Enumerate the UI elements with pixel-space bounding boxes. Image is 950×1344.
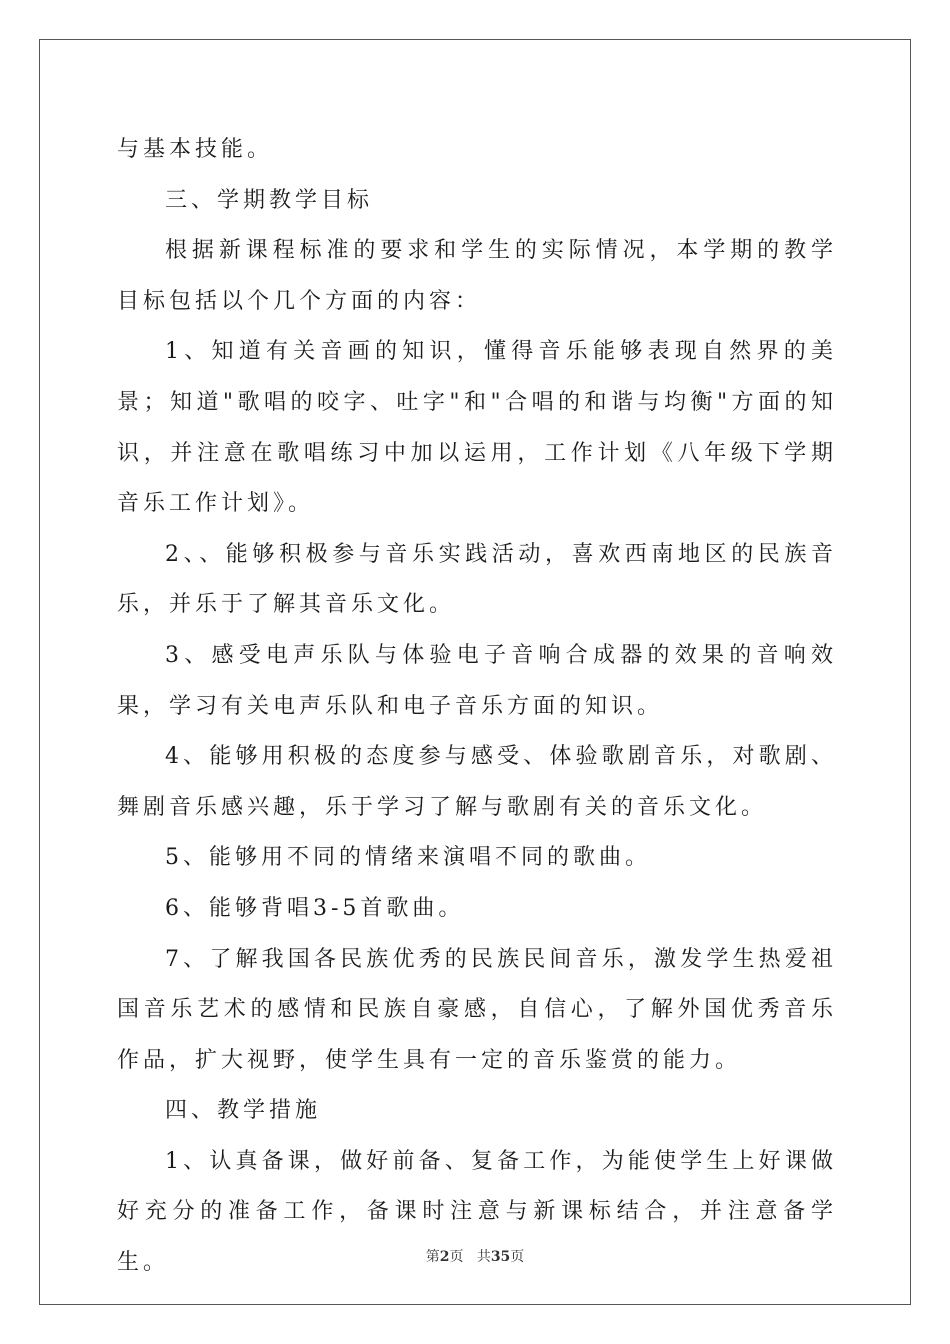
footer-total-pages: 35 <box>490 1249 511 1265</box>
footer-prefix: 第 <box>425 1249 440 1265</box>
section-heading-4: 四、教学措施 <box>165 1098 322 1124</box>
document-body <box>117 125 837 1289</box>
footer-total-suffix: 页 <box>510 1249 525 1265</box>
footer-total-prefix: 共 <box>476 1249 491 1265</box>
measure-item-1: 1、认真备课，做好前备、复备工作，为能使学生上好课做好充分的准备工作，备课时注意与新课标结合，并注意备学生。 <box>117 1148 837 1276</box>
page-footer <box>0 1246 950 1266</box>
footer-page-suffix: 页 <box>449 1249 464 1265</box>
goal-item-7: 7、了解我国各民族优秀的民族民间音乐，激发学生热爱祖国音乐艺术的感情和民族自豪感，自信心，了解外国优秀音乐作品，扩大视野，使学生具有一定的音乐鉴赏的能力。 <box>117 946 837 1073</box>
goal-item-2: 2、、能够积极参与音乐实践活动，喜欢西南地区的民族音乐，并乐于了解其音乐文化。 <box>117 541 837 618</box>
goal-item-6: 6、能够背唱3-5首歌曲。 <box>165 895 465 921</box>
goal-item-4: 4、能够用积极的态度参与感受、体验歌剧音乐，对歌剧、舞剧音乐感兴趣，乐于学习了解与歌剧有关的音乐文化。 <box>117 744 837 820</box>
goal-item-5: 5、能够用不同的情绪来演唱不同的歌曲。 <box>165 845 651 871</box>
section-heading-3: 三、学期教学目标 <box>165 187 374 213</box>
paragraph-1: 与基本技能。 <box>117 137 274 162</box>
footer-page-number: 2 <box>439 1249 450 1265</box>
paragraph-intro: 根据新课程标准的要求和学生的实际情况，本学期的教学目标包括以个几个方面的内容： <box>117 238 837 314</box>
goal-item-3: 3、感受电声乐队与体验电子音响合成器的效果的音响效果，学习有关电声乐队和电子音乐方面的知识。 <box>117 642 837 719</box>
goal-item-1: 1、知道有关音画的知识，懂得音乐能够表现自然界的美景；知道"歌唱的咬字、吐字"和"合唱的和谐与均衡"方面的知识，并注意在歌唱练习中加以运用，工作计划《八年级下学期音乐工作计划》。 <box>117 339 837 517</box>
